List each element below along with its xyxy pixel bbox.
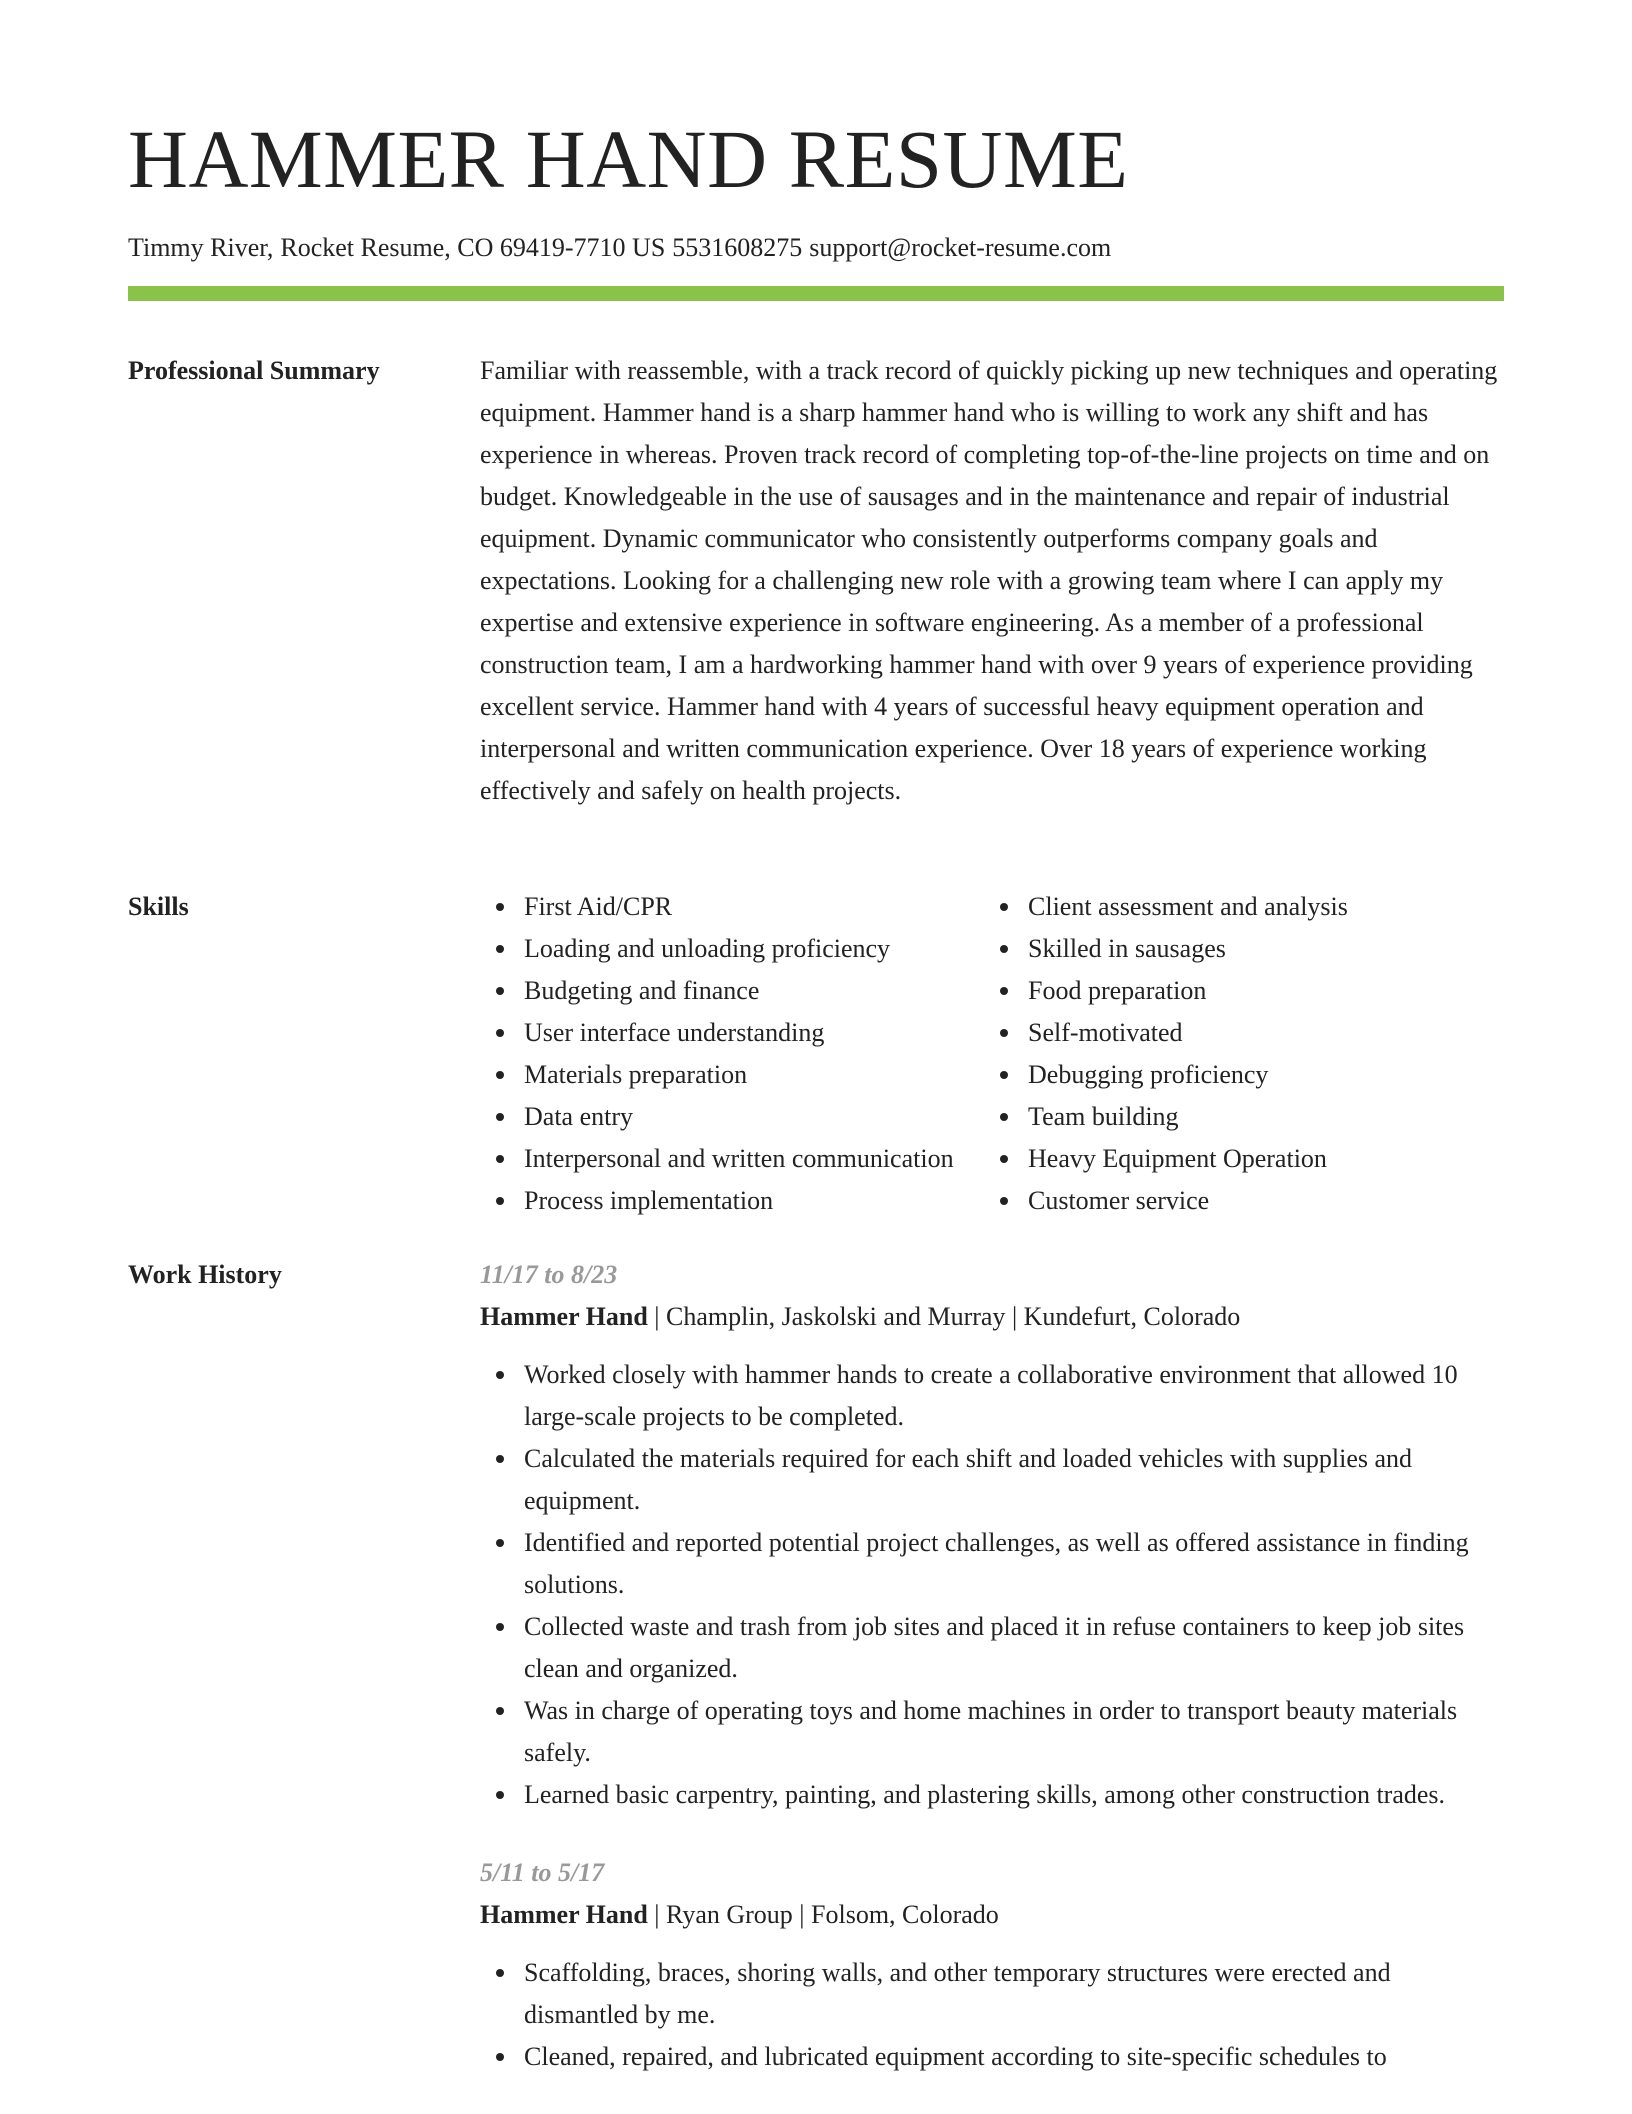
skill-item: Process implementation	[524, 1180, 984, 1222]
skills-heading: Skills	[128, 892, 189, 921]
contact-email: support@rocket-resume.com	[809, 233, 1112, 262]
job-title: Hammer Hand	[480, 1302, 648, 1331]
skill-item: Skilled in sausages	[1028, 928, 1488, 970]
summary-heading: Professional Summary	[128, 356, 380, 385]
contact-phone: 5531608275	[672, 233, 803, 262]
skill-item: Interpersonal and written communication	[524, 1138, 984, 1180]
job-entry	[480, 1852, 1504, 2078]
skill-item: Self-motivated	[1028, 1012, 1488, 1054]
job-heading	[480, 1894, 1504, 1936]
skill-item: Team building	[1028, 1096, 1488, 1138]
contact-name: Timmy River,	[128, 233, 274, 262]
summary-text: Familiar with reassemble, with a track record of quickly picking up new techniques and operating equipment. Hammer hand is a sharp hammer hand who is willing to work any shift and has experience in whereas. Proven track record of completing top-of-the-line projects on time and on budget. Knowledgeable in the use of sausages and in the maintenance and repair of industrial equipment. Dynamic communicator who consistently outperforms company goals and expectations. Looking for a challenging new role with a growing team where I can apply my expertise and extensive experience in software engineering. As a member of a professional construction team, I am a hardworking hammer hand with over 9 years of experience providing excellent service. Hammer hand with 4 years of successful heavy equipment operation and interpersonal and written communication experience. Over 18 years of experience working effectively and safely on health projects.	[480, 356, 1498, 805]
skill-item: Data entry	[524, 1096, 984, 1138]
skill-item: Budgeting and finance	[524, 970, 984, 1012]
job-location: Kundefurt, Colorado	[1023, 1302, 1241, 1331]
separator: |	[654, 1900, 660, 1929]
skill-item: Food preparation	[1028, 970, 1488, 1012]
job-title: Hammer Hand	[480, 1900, 648, 1929]
job-duties	[480, 1952, 1504, 2078]
skill-item: First Aid/CPR	[524, 886, 984, 928]
duty-item: Cleaned, repaired, and lubricated equipment according to site-specific schedules to	[524, 2036, 1504, 2078]
skill-item: Client assessment and analysis	[1028, 886, 1488, 928]
contact-location: Rocket Resume, CO 69419-7710 US	[280, 233, 666, 262]
summary-body	[480, 350, 1504, 812]
duty-item: Calculated the materials required for each shift and loaded vehicles with supplies and equipment.	[524, 1438, 1504, 1522]
skill-item: User interface understanding	[524, 1012, 984, 1054]
job-dates: 11/17 to 8/23	[480, 1260, 618, 1289]
separator: |	[799, 1900, 805, 1929]
work-history-heading: Work History	[128, 1260, 282, 1289]
job-heading	[480, 1296, 1504, 1338]
skill-item: Customer service	[1028, 1180, 1488, 1222]
skills-column-right	[984, 886, 1488, 1222]
job-company: Champlin, Jaskolski and Murray	[666, 1302, 1006, 1331]
separator: |	[654, 1302, 660, 1331]
job-company: Ryan Group	[666, 1900, 793, 1929]
separator: |	[1011, 1302, 1018, 1331]
skill-item: Materials preparation	[524, 1054, 984, 1096]
duty-item: Was in charge of operating toys and home machines in order to transport beauty materials safely.	[524, 1690, 1504, 1774]
skill-item: Heavy Equipment Operation	[1028, 1138, 1488, 1180]
job-location: Folsom, Colorado	[811, 1900, 999, 1929]
job-dates: 5/11 to 5/17	[480, 1858, 605, 1887]
contact-line	[128, 232, 1118, 263]
skill-item: Debugging proficiency	[1028, 1054, 1488, 1096]
job-duties	[480, 1354, 1504, 1816]
duty-item: Collected waste and trash from job sites and placed it in refuse containers to keep job sites clean and organized.	[524, 1606, 1504, 1690]
skills-grid	[480, 886, 1504, 1222]
duty-item: Learned basic carpentry, painting, and plastering skills, among other construction trades.	[524, 1774, 1504, 1816]
skill-item: Loading and unloading proficiency	[524, 928, 984, 970]
resume-title: HAMMER HAND RESUME	[128, 113, 1129, 205]
duty-item: Scaffolding, braces, shoring walls, and other temporary structures were erected and dismantled by me.	[524, 1952, 1504, 2036]
job-entry	[480, 1254, 1504, 1816]
skills-body	[480, 886, 1504, 1222]
duty-item: Identified and reported potential project challenges, as well as offered assistance in finding solutions.	[524, 1522, 1504, 1606]
duty-item: Worked closely with hammer hands to create a collaborative environment that allowed 10 large-scale projects to be completed.	[524, 1354, 1504, 1438]
work-history-body	[480, 1254, 1504, 2114]
accent-divider	[128, 286, 1504, 301]
skills-column-left	[480, 886, 984, 1222]
